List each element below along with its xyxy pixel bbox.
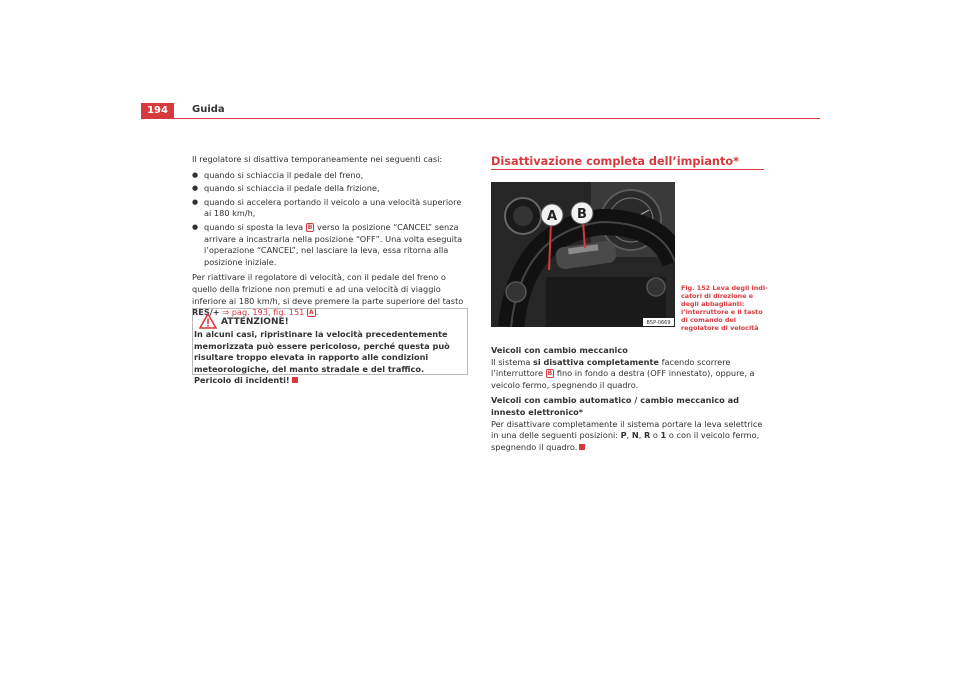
deactivation-list [192,170,466,269]
warning-text [194,329,462,387]
callout-key-b: B [307,223,313,231]
steering-wheel-illustration [491,182,675,327]
separator-o: o [652,430,658,441]
page-number: 194 [141,103,174,118]
gear-position-1: 1 [660,430,667,441]
manual-text-a: Il sistema [491,356,531,367]
warning-box [192,308,468,386]
auto-text-a: Per disattivare completamente il sistema portare la leva selettrice in una delle seguenti posizioni: [491,418,763,441]
callout-key-b: B [547,370,553,378]
warning-title: ATTENZIONE! [221,317,289,327]
auto-text: Per disattivare completamente il sistema portare la leva selettrice in una delle seguenti posizioni: P, N, R o 1 o con il veicolo fermo, spegnendo il quadro. [491,418,763,452]
auto-text-b: o con il veicolo fermo, spegnendo il quadro. [491,430,760,452]
list-item: ● quando si schiaccia il pedale della frizione, [192,183,466,195]
reactivate-end: . [315,307,319,318]
manual-text [491,357,765,392]
manual-heading: Veicoli con cambio meccanico [491,345,628,355]
intro-text: Il regolatore si disattiva temporaneamente nei seguenti casi: [192,154,443,164]
section-title: Disattivazione completa dell’impianto* [491,155,740,168]
figure-code: B5P-0669 [646,320,671,326]
callout-label-a: A [546,209,558,224]
right-column [491,345,765,457]
bullet-text: verso la posizione “CANCEL” senza arrivare a incastrarla nella posizione “OFF”. Una volta eseguita l’operazione “CANCEL”, nel lasciare la leva, essa ritorna alla posizione iniziale. [204,221,463,267]
auto-heading: Veicoli con cambio automatico / cambio meccanico ad innesto elettronico* [491,395,739,417]
section-rule [491,169,764,170]
gear-position-r: R [643,430,651,441]
warning-heading [199,313,289,329]
end-of-section-icon [292,377,298,383]
manual-text-b: facendo scorrere l’interruttore [491,356,731,379]
bullet-text: quando si sposta la leva [204,221,304,232]
page-header-title: Guida [192,104,225,115]
header-rule [141,118,820,119]
list-item: ● quando si accelera portando il veicolo a una velocità superiore ai 180 km/h, [192,197,466,220]
gear-position-n: N [631,430,639,441]
figure-caption: Fig. 152 Leva degli indi-catori di direzione e degli abbaglianti: l’interruttore e il tasto di comando del regolatore di velocità [681,284,768,332]
callout-label-b: B [577,207,587,222]
reactivate-text-a: Per riattivare il regolatore di velocità, con il pedale del freno o quello della frizione non premuti e ad una velocità di viaggio inferiore ai 180 km/h, si deve premere la parte superiore del tasto [192,272,464,306]
figure-reference-link[interactable]: ⇒ pag. 193, fig. 151 [222,307,305,318]
figure-photo [491,182,675,327]
gear-position-p: P [620,430,627,441]
list-item [192,222,466,268]
list-item: ● quando si schiaccia il pedale del freno, [192,170,466,182]
warning-triangle-icon [199,313,217,329]
end-of-section-icon [579,444,585,450]
left-column [192,154,466,323]
manual-text-bold: si disattiva completamente [532,356,659,367]
res-button-label: RES/+ [192,307,220,318]
manual-text-c: fino in fondo a destra (OFF innestato), oppure, a veicolo fermo, spegnendo il quadro. [491,368,755,390]
warning-body: In alcuni casi, ripristinare la velocità precedentemente memorizzata può essere pericoloso, perché questa può risultare troppo elevata in rapporto alle condizioni meteorologiche, del manto stradale e del traffico. Pericolo di incidenti! [194,329,450,386]
callout-key-a: A [308,309,314,317]
